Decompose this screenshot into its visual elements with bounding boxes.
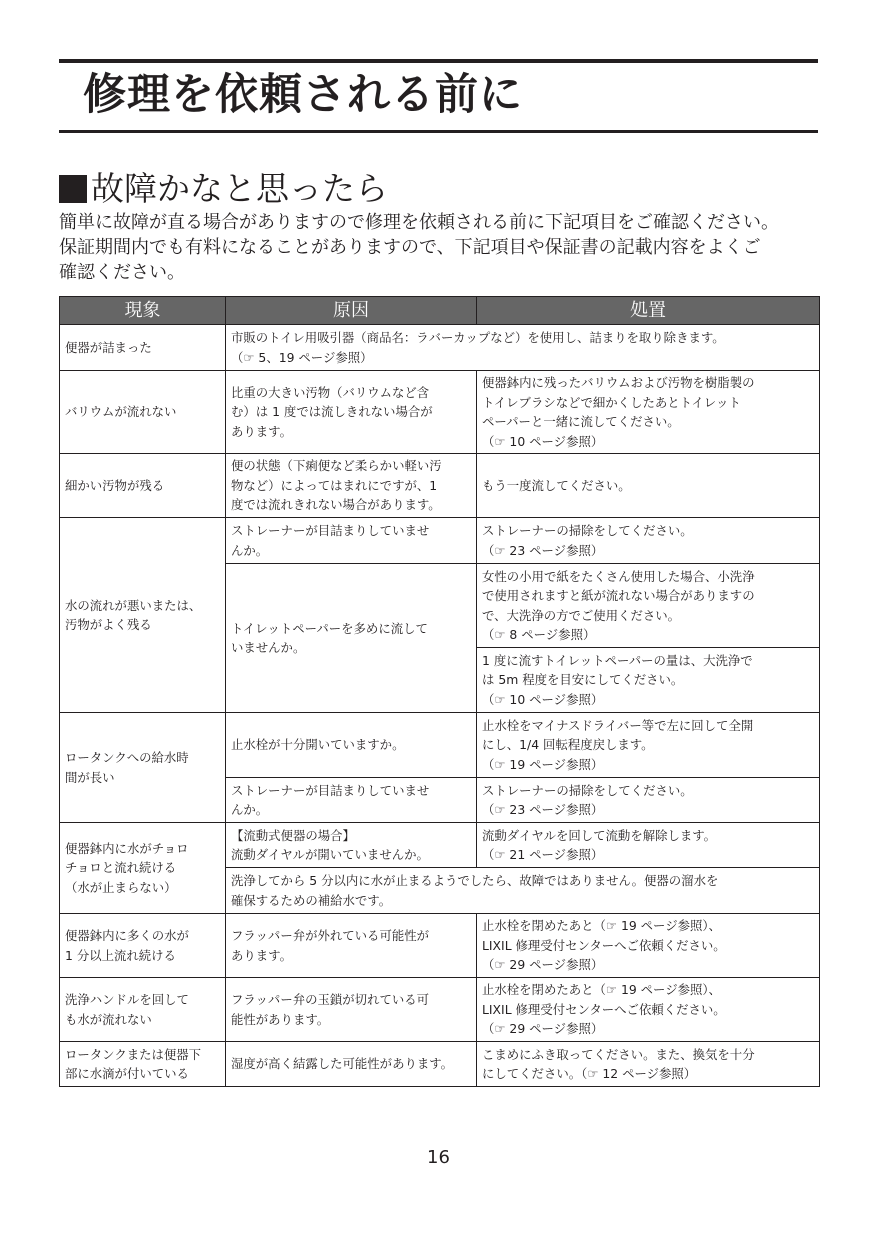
table-row (60, 713, 820, 778)
cell-text-line: （☞ 8 ページ参照） (482, 627, 596, 642)
cell-text-line: ペーパーと一緒に流してください。 (482, 414, 680, 429)
cell-text-line: 女性の小用で紙をたくさん使用した場合、小洗浄 (482, 568, 755, 584)
cell-text-line: （☞ 23 ページ参照） (482, 542, 604, 558)
cell-text-line: は 5m 程度を目安にしてください。 (482, 672, 684, 688)
cell-text-line: あります。 (231, 947, 292, 963)
cell-text-line: 便器鉢内に水がチョロ (65, 840, 189, 856)
intro-line: 保証期間内でも有料になることがありますので、下記項目や保証書の記載内容をよくご (59, 237, 761, 258)
black-square-icon (59, 175, 87, 203)
cell-text-line: んか。 (231, 542, 269, 558)
cell-text-line: （☞ 19 ページ参照） (482, 756, 604, 772)
cell-text-line: ストレーナーが目詰まりしていませ (231, 782, 430, 798)
remedy-cell (477, 371, 820, 454)
title-bottom-rule (59, 130, 818, 133)
intro-line: 確認ください。 (59, 262, 185, 283)
symptom-cell (60, 823, 226, 914)
cause-cell (226, 454, 477, 518)
cell-text-line: 細かい汚物が残る (65, 477, 165, 493)
symptom-cell (60, 978, 226, 1042)
remedy-cell (477, 978, 820, 1042)
cause-cell (226, 823, 477, 868)
page-title: 修理を依頼される前に (83, 70, 523, 120)
cell-text-line: 便器鉢内に残ったバリウムおよび汚物を樹脂製の (482, 375, 755, 390)
cell-text-line: 度では流れきれない場合があります。 (231, 497, 441, 513)
cell-text-line: 間が長い (65, 769, 115, 785)
section-title (59, 166, 388, 212)
remedy-cell (477, 778, 820, 823)
cell-text-line: 能性があります。 (231, 1011, 330, 1027)
symptom-cell (60, 713, 226, 823)
cell-text-line: チョロと流れ続ける (65, 860, 177, 876)
cell-text-line: 止水栓を閉めたあと（☞ 19 ページ参照）、 (482, 982, 721, 998)
table-row (60, 823, 820, 868)
title-top-rule (59, 59, 818, 63)
cause-cell (226, 1042, 477, 1087)
cell-text-line: バリウムが流れない (65, 404, 177, 420)
table-row (60, 518, 820, 564)
cause-remedy-merged-cell (226, 325, 820, 371)
cell-text-line: トイレブラシなどで細かくしたあとトイレット (482, 394, 741, 410)
cell-text-line: ストレーナーの掃除をしてください。 (482, 782, 693, 798)
cell-text-line: いませんか。 (231, 640, 306, 655)
header-symptom: 現象 (60, 297, 226, 325)
cell-text-line: （水が止まらない） (65, 879, 177, 895)
intro-line: 簡単に故障が直る場合がありますので修理を依頼される前に下記項目をご確認ください。 (59, 212, 779, 233)
remedy-cell (477, 1042, 820, 1087)
cell-text-line: （☞ 10 ページ参照） (482, 691, 604, 707)
cause-cell (226, 778, 477, 823)
table-row (60, 371, 820, 454)
cell-text-line: フラッパー弁の玉鎖が切れている可 (231, 992, 430, 1007)
cell-text-line: （☞ 29 ページ参照） (482, 1021, 604, 1037)
cell-text-line: んか。 (231, 802, 269, 817)
cell-text-line: 1 度に流すトイレットペーパーの量は、大洗浄で (482, 652, 753, 668)
cell-text-line: 洗浄してから 5 分以内に水が止まるようでしたら、故障ではありません。便器の溜水を (231, 873, 719, 888)
cell-text-line: 汚物がよく残る (65, 617, 152, 632)
cell-text-line: ロータンクまたは便器下 (65, 1046, 202, 1062)
symptom-cell (60, 914, 226, 978)
header-remedy: 処置 (477, 297, 820, 325)
cause-cell (226, 713, 477, 778)
cell-text-line: 洗浄ハンドルを回して (65, 992, 189, 1007)
table-header-row (60, 297, 820, 325)
remedy-cell (477, 454, 820, 518)
table-row (60, 978, 820, 1042)
cell-text-line: にし、1/4 回転程度戻します。 (482, 737, 654, 753)
cell-text-line: ストレーナーの掃除をしてください。 (482, 523, 693, 538)
cell-text-line: もう一度流してください。 (482, 477, 631, 493)
cause-cell (226, 914, 477, 978)
cell-text-line: 止水栓をマイナスドライバー等で左に回して全開 (482, 717, 754, 733)
cell-text-line: 便器鉢内に多くの水が (65, 928, 189, 943)
cell-text-line: （☞ 21 ページ参照） (482, 847, 604, 862)
cause-cell (226, 978, 477, 1042)
table-row (60, 1042, 820, 1087)
table-row (60, 914, 820, 978)
page-number: 16 (427, 1147, 450, 1168)
cell-text-line: 確保するための補給水です。 (231, 892, 392, 908)
cell-text-line: 便の状態（下痢便など柔らかい軽い汚 (231, 458, 442, 474)
cause-remedy-merged-cell (226, 868, 820, 914)
cause-cell (226, 518, 477, 564)
table-body (60, 325, 820, 1087)
table-row (60, 454, 820, 518)
table-row (60, 325, 820, 371)
cell-text-line: （☞ 23 ページ参照） (482, 802, 604, 817)
remedy-cell (477, 518, 820, 564)
remedy-cell (477, 823, 820, 868)
cell-text-line: 流動ダイヤルを回して流動を解除します。 (482, 827, 717, 843)
cell-text-line: LIXIL 修理受付センターへご依頼ください。 (482, 937, 726, 953)
cell-text-line: む）は 1 度では流しきれない場合が (231, 404, 433, 420)
cell-text-line: トイレットペーパーを多めに流して (231, 620, 428, 636)
cell-text-line: 湿度が高く結露した可能性があります。 (231, 1056, 454, 1072)
cell-text-line: にしてください。（☞ 12 ページ参照） (482, 1066, 697, 1081)
remedy-cell (477, 914, 820, 978)
cell-text-line: 便器が詰まった (65, 339, 152, 355)
symptom-cell (60, 518, 226, 713)
cell-text-line: ロータンクへの給水時 (65, 750, 189, 765)
symptom-cell (60, 371, 226, 454)
symptom-cell (60, 1042, 226, 1087)
cell-text-line: （☞ 29 ページ参照） (482, 957, 604, 973)
cell-text-line: 物など）によってはまれにですが、1 (231, 477, 438, 493)
cell-text-line: フラッパー弁が外れている可能性が (231, 928, 430, 943)
cell-text-line: 部に水滴が付いている (65, 1066, 189, 1081)
header-cause: 原因 (226, 297, 477, 325)
cell-text-line: も水が流れない (65, 1011, 152, 1027)
cell-text-line: 市販のトイレ用吸引器（商品名：ラバーカップなど）を使用し、詰まりを取り除きます。 (231, 330, 725, 345)
troubleshooting-table (59, 296, 820, 1087)
cell-text-line: 【流動式便器の場合】 (231, 827, 355, 843)
cell-text-line: ストレーナーが目詰まりしていませ (231, 523, 430, 538)
cell-text-line: 1 分以上流れ続ける (65, 947, 176, 963)
cell-text-line: 比重の大きい汚物（バリウムなど含 (231, 384, 430, 400)
intro-text (59, 210, 824, 285)
cell-text-line: 流動ダイヤルが開いていませんか。 (231, 847, 429, 862)
cell-text-line: 止水栓を閉めたあと（☞ 19 ページ参照）、 (482, 918, 721, 934)
remedy-cell (477, 648, 820, 713)
cell-text-line: 止水栓が十分開いていますか。 (231, 737, 405, 753)
cause-cell (226, 371, 477, 454)
section-title-text: 故障かなと思ったら (91, 169, 388, 208)
cell-text-line: LIXIL 修理受付センターへご依頼ください。 (482, 1001, 726, 1017)
remedy-cell (477, 564, 820, 648)
remedy-cell (477, 713, 820, 778)
cell-text-line: で、大洗浄の方でご使用ください。 (482, 607, 681, 623)
cell-text-line: （☞ 5、19 ページ参照） (231, 349, 373, 365)
cell-text-line: で使用されますと紙が流れない場合がありますの (482, 588, 755, 603)
cell-text-line: あります。 (231, 423, 292, 439)
cell-text-line: こまめにふき取ってください。また、換気を十分 (482, 1046, 755, 1062)
symptom-cell (60, 325, 226, 371)
cell-text-line: （☞ 10 ページ参照） (482, 433, 604, 449)
symptom-cell (60, 454, 226, 518)
cause-cell (226, 564, 477, 713)
cell-text-line: 水の流れが悪いまたは、 (65, 597, 202, 613)
